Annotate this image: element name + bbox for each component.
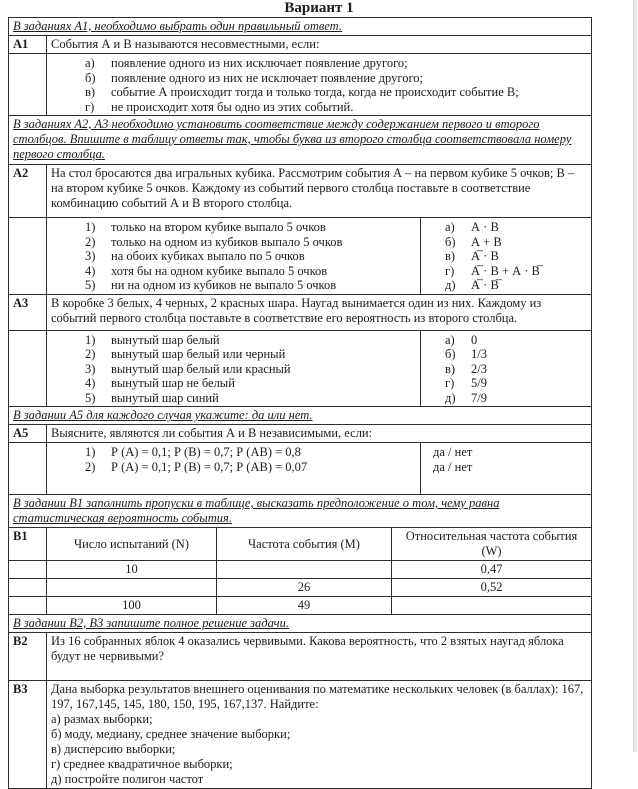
probability-d: д) 7/9 [445,390,487,405]
instruction-a2-a3-text: В заданиях А2, А3 необходимо установить соответствие между содержанием первого и второго столбцов. Впишите в таблицу ответы так, чтобы буква из второго столбца соответствовала номеру первого столбца. [13,117,572,161]
instruction-row-a2-a3 [9,116,591,165]
match-item-5: 5) ни на одном из кубиков не выпало 5 очков [85,278,337,292]
b1-cell-n3: 100 [47,597,217,614]
task-a3-question: В коробке 3 белых, 4 черных, 2 красных шара. Наугад вынимается один из них. Каждому из событий первого столбца поставьте в соответствие его вероятность из второго столбца. [51,295,542,325]
probability-a: а) 0 [445,332,478,347]
option-a: а) появление одного из них исключает появление другого; [85,56,408,70]
task-a3-right-column [421,331,591,407]
variant-table [8,17,592,789]
task-a1-options [47,54,591,115]
condition-2: 2) Р (А) = 0,1; Р (В) = 0,7; Р (АВ) = 0,07 [85,459,308,474]
task-a3-header-row [9,295,591,331]
match-item-2: 2) вынутый шар белый или черный [85,347,286,361]
task-a1-label-empty [9,54,47,115]
probability-v: в) 2/3 [445,361,487,376]
instruction-row-b1 [9,495,591,528]
instruction-a1-text: В заданиях А1, необходимо выбрать один правильный ответ. [13,19,342,33]
option-v: в) событие А происходит тогда и только тогда, когда не происходит событие В; [85,85,519,99]
task-a2-right-column [421,218,591,294]
yes-no-choice-1: да / нет [433,445,473,459]
task-b1-header-row [9,528,591,561]
task-a5-label: А5 [9,425,47,442]
task-b3-content [47,681,591,788]
formula-v: в) А̅ · В [445,249,499,263]
task-a1-question: События А и В называются несовместными, если: [51,37,320,51]
page-edge-strip [633,0,638,752]
b1-cell-w3 [392,597,591,614]
task-a2-left-column [47,218,421,294]
b1-cell-m1 [217,561,392,578]
task-b3-row [9,681,591,788]
match-item-1: 1) вынутый шар белый [85,332,220,347]
task-a5-header-row [9,425,591,443]
formula-g: г) А̅ · В + А · В̅ [445,263,540,278]
option-b: б) появление одного из них не исключает появление другого; [85,70,423,85]
task-a3-label-empty [9,331,47,407]
task-a1-label: А1 [9,36,47,53]
task-a2-label-empty [9,218,47,294]
match-item-3: 3) вынутый шар белый или красный [85,361,291,376]
task-a3-label: А3 [9,295,47,330]
task-b3-label: В3 [9,681,47,788]
probability-b: б) 1/3 [445,347,487,361]
task-a5-left-column [47,443,421,494]
task-a5-items-row [9,443,591,495]
page-title: Вариант 1 [284,0,354,16]
subitem-a: а) размах выборки; [51,712,153,726]
instruction-row-a1 [9,18,591,36]
match-item-3: 3) на обоих кубиках выпало по 5 очков [85,249,305,263]
match-item-4: 4) хотя бы на одном кубике выпало 5 очков [85,263,328,278]
b1-cell-m2: 26 [217,579,392,596]
task-b2-row [9,633,591,681]
condition-1: 1) Р (А) = 0,1; Р (В) = 0,7; Р (АВ) = 0,8 [85,445,301,459]
option-g: г) не происходит хотя бы одно из этих событий. [85,99,354,114]
b1-header-w: Относительная частота события (W) [405,529,578,558]
formula-d: д) А̅ · В̅ [445,278,499,292]
b1-header-m: Частота события (М) [217,528,392,560]
b1-label-empty [9,579,47,596]
instruction-row-a5 [9,407,591,425]
match-item-5: 5) вынутый шар синий [85,390,219,405]
b1-label-empty [9,561,47,578]
instruction-row-b2-b3 [9,615,591,633]
formula-b: б) А + В [445,234,502,249]
b1-cell-w1: 0,47 [480,562,503,576]
subitem-g: г) среднее квадратичное выборки; [51,757,233,771]
task-a2-match-row [9,218,591,295]
b1-cell-m3: 49 [217,597,392,614]
task-a2-header-row [9,165,591,218]
task-b2-question: Из 16 собранных яблок 4 оказались червивыми. Какова вероятность, что 2 взятых наугад яблока будут не червивыми? [51,634,564,663]
match-item-1: 1) только на втором кубике выпало 5 очков [85,220,326,234]
task-b3-subitems [51,712,587,787]
probability-g: г) 5/9 [445,376,487,390]
match-item-4: 4) вынутый шар не белый [85,376,235,390]
b1-data-row-3 [9,597,591,615]
b1-cell-w2: 0,52 [480,580,503,594]
instruction-b1-text: В задании В1 заполнить пропуски в таблице, высказать предположение о том, чему равна статистическая вероятность события. [13,496,500,525]
task-a5-question: Выясните, являются ли события А и В независимыми, если: [51,426,373,440]
task-a2-label: А2 [9,165,47,217]
subitem-d: д) постройте полигон частот [51,772,204,786]
subitem-b: б) моду, медиану, среднее значение выборки; [51,727,291,741]
task-a1-header-row [9,36,591,54]
match-item-2: 2) только на одном из кубиков выпало 5 очков [85,234,343,249]
formula-a: а) А · В [445,220,499,234]
instruction-a5-text: В задании А5 для каждого случая укажите: да или нет. [13,408,313,422]
b1-data-row-1 [9,561,591,579]
b1-label-empty [9,597,47,614]
task-a5-label-empty [9,443,47,494]
task-a1-options-row [9,54,591,116]
task-a5-answers-column [421,443,591,494]
task-b3-question: Дана выборка результатов внешнего оценивания по математике нескольких человек (в баллах): 167, 197, 167,145, 145, 180, 150, 195, 167,137. Найдите: [51,682,584,711]
subitem-v: в) дисперсию выборки; [51,742,176,756]
task-a2-question: На стол бросаются два игральных кубика. Рассмотрим события А – на первом кубике 5 очков; В – на втором кубике 5 очков. Каждому из событий первого столбца поставьте в соответствие комбинацию событий А и В второго столбца. [51,166,575,210]
b1-data-row-2 [9,579,591,597]
task-b2-label: В2 [9,633,47,680]
b1-cell-n1: 10 [47,561,217,578]
task-b1-label: В1 [9,528,47,560]
task-a3-left-column [47,331,421,407]
b1-cell-n2 [47,579,217,596]
yes-no-choice-2: да / нет [433,459,473,474]
b1-header-n: Число испытаний (N) [47,528,217,560]
task-a3-match-row [9,331,591,408]
instruction-b2-b3-text: В задании В2, В3 запишите полное решение задачи. [13,616,289,630]
